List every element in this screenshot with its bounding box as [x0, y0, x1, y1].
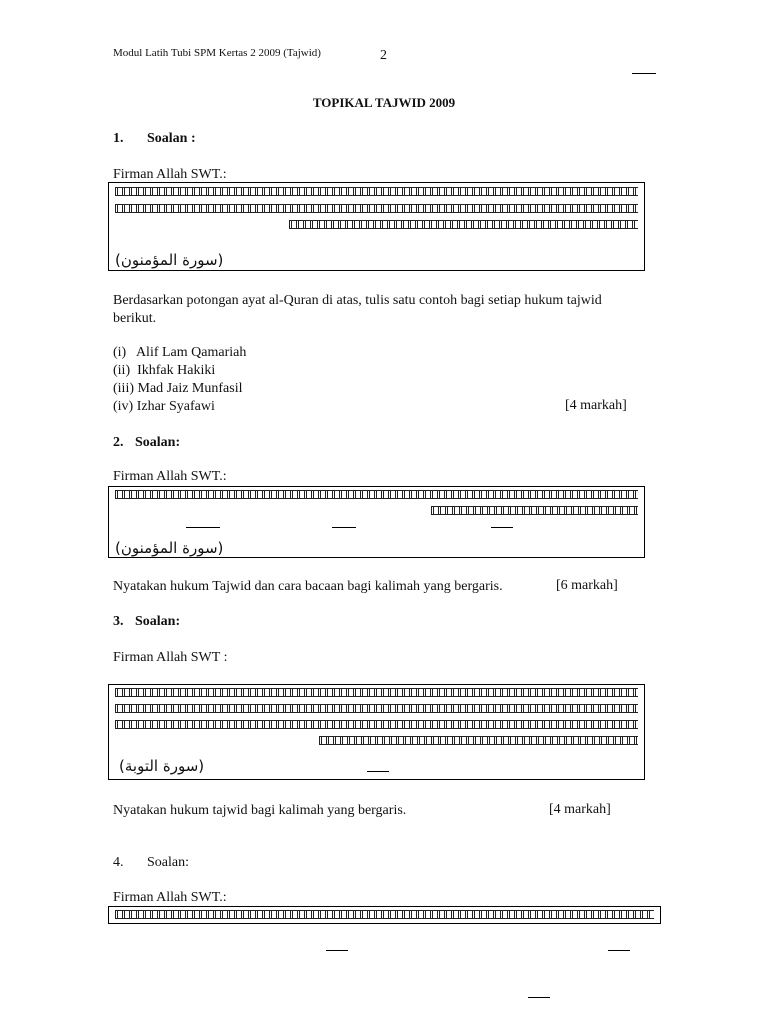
q1-item-1: (i) Alif Lam Qamariah [113, 345, 247, 360]
page-number: 2 [380, 48, 387, 63]
q1-verse-line-1 [115, 187, 638, 196]
q1-firman: Firman Allah SWT.: [113, 167, 227, 182]
q4-number: 4. [113, 855, 124, 870]
q1-item-2: (ii) Ikhfak Hakiki [113, 363, 216, 378]
q4-underline-1 [326, 950, 348, 951]
q3-heading [113, 614, 180, 630]
q3-number: 3. [113, 614, 124, 629]
q4-underline-3 [528, 997, 550, 998]
q1-verse-line-2 [115, 204, 638, 213]
q3-verse-line-2 [115, 704, 638, 713]
q1-number: 1. [113, 131, 124, 146]
q2-surah: (سورة المؤمنون) [115, 539, 224, 557]
q3-verse-line-1 [115, 688, 638, 697]
q3-firman: Firman Allah SWT : [113, 650, 228, 665]
q3-underline-1 [367, 771, 389, 772]
header-rule [632, 73, 656, 74]
q4-underline-2 [608, 950, 630, 951]
q2-marks: [6 markah] [556, 578, 618, 593]
q4-verse-box [108, 906, 661, 924]
q3-surah: (سورة التوبة) [119, 757, 205, 775]
q1-heading [113, 131, 196, 147]
q4-firman: Firman Allah SWT.: [113, 890, 227, 905]
q1-item-4: (iv) Izhar Syafawi [113, 399, 215, 414]
q2-verse-line-2 [431, 506, 638, 515]
q1-item-3: (iii) Mad Jaiz Munfasil [113, 381, 243, 396]
q4-label: Soalan: [147, 855, 189, 870]
q1-surah: (سورة المؤمنون) [115, 251, 224, 269]
q2-label: Soalan: [135, 435, 181, 450]
page-header: Modul Latih Tubi SPM Kertas 2 2009 (Tajwid) [113, 47, 321, 59]
q4-heading [113, 855, 189, 871]
q2-underline-2 [332, 527, 356, 528]
q1-verse-box [108, 182, 645, 271]
q2-instruction: Nyatakan hukum Tajwid dan cara bacaan bagi kalimah yang bergaris. [113, 579, 503, 594]
q3-verse-line-3 [115, 720, 638, 729]
q2-number: 2. [113, 435, 124, 450]
q3-verse-box [108, 684, 645, 780]
q1-verse-line-3 [289, 220, 638, 229]
q2-underline-1 [186, 527, 220, 528]
q3-instruction: Nyatakan hukum tajwid bagi kalimah yang bergaris. [113, 803, 407, 818]
q2-firman: Firman Allah SWT.: [113, 469, 227, 484]
q1-list [113, 344, 246, 416]
q1-marks: [4 markah] [565, 398, 627, 413]
q1-label: Soalan : [147, 131, 196, 146]
q4-verse-line-1 [115, 910, 654, 919]
q3-marks: [4 markah] [549, 802, 611, 817]
q2-heading [113, 435, 180, 451]
q3-verse-line-4 [319, 736, 638, 745]
page-title: TOPIKAL TAJWID 2009 [312, 95, 456, 110]
q2-underline-3 [491, 527, 513, 528]
q3-label: Soalan: [135, 614, 181, 629]
q2-verse-box [108, 486, 645, 558]
q1-instruction: Berdasarkan potongan ayat al-Quran di atas, tulis satu contoh bagi setiap hukum tajwid berikut. [113, 293, 602, 326]
q2-verse-line-1 [115, 490, 638, 499]
